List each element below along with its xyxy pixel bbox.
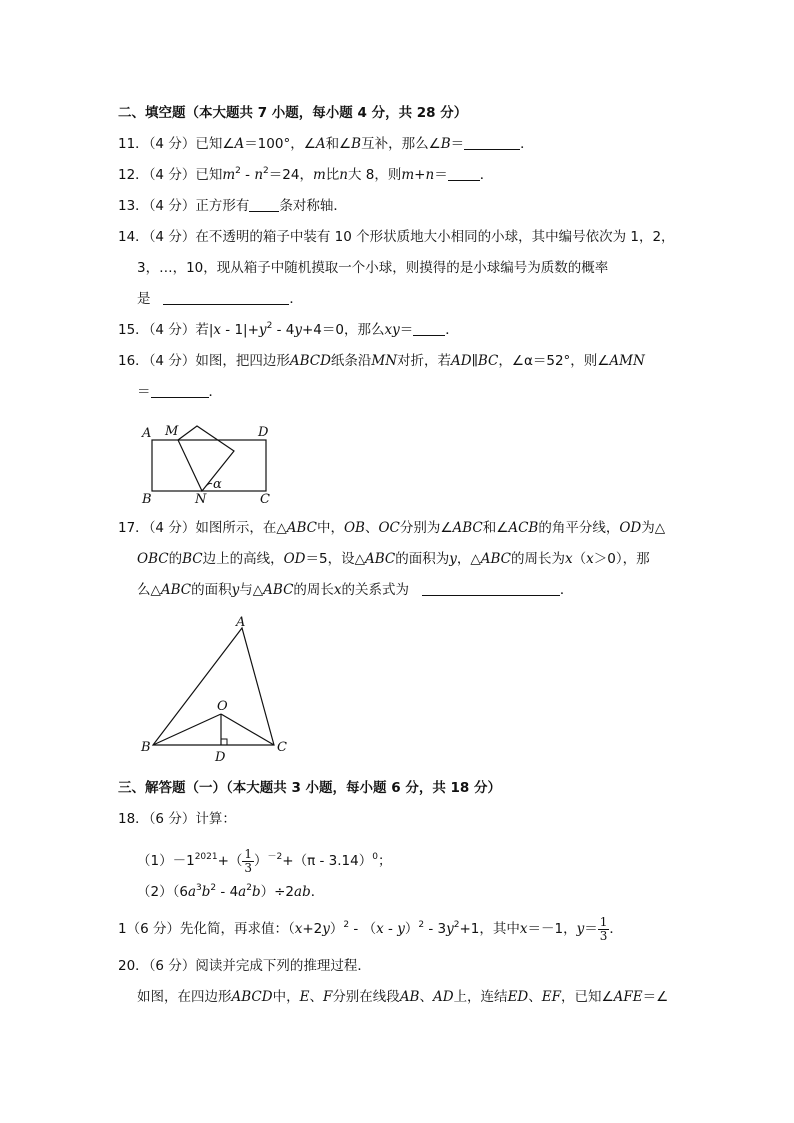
folded-flap [178, 426, 234, 491]
question-20: 20．（6 分）阅读并完成下列的推理过程． [118, 958, 371, 974]
triangle-abc [153, 628, 274, 745]
question-16-line-1: 16．（4 分）如图，把四边形ABCD纸条沿MN对折，若AD∥BC，∠α＝52°，则∠AMN [118, 353, 645, 369]
question-17-line-3: 么△ABC的面积y与△ABC的周长x的关系式为 ． [137, 582, 574, 598]
question-11: 11．（4 分）已知∠A＝100°，∠A和∠B互补，那么∠B＝ ． [118, 136, 534, 152]
answer-blank[interactable] [151, 382, 209, 398]
label-N: N [195, 492, 207, 507]
question-16-line-2: ＝ ． [137, 384, 222, 400]
fraction-one-third: $\frac{1}{3}$ [244, 846, 253, 875]
question-15: 15．（4 分）若$|x - 1|+y^2 - 4y+4=0$，那么xy＝ ． [118, 321, 459, 338]
label-D: D [258, 425, 269, 440]
alpha-arc [206, 483, 212, 486]
label-B: B [141, 740, 151, 755]
answer-blank[interactable] [464, 134, 520, 150]
section-3-heading: 三、解答题（一）（本大题共 3 小题，每小题 6 分，共 18 分） [118, 780, 502, 796]
figure-17 [138, 612, 298, 770]
question-14-line-1: 14．（4 分）在不透明的箱子中装有 10 个形状质地大小相同的小球，其中编号依次为 1，2， [118, 229, 675, 245]
question-12: 12．（4 分）已知$m^2 - n^2=24$，m比n大 8，则m+n＝ ． [118, 166, 494, 183]
segment-oc [221, 714, 274, 745]
question-13: 13．（4 分）正方形有 条对称轴． [118, 198, 347, 214]
segment-ob [153, 714, 221, 745]
answer-blank[interactable] [422, 580, 560, 596]
answer-blank[interactable] [448, 165, 480, 181]
right-angle-mark [221, 739, 227, 745]
section-2-heading: 二、填空题（本大题共 7 小题，每小题 4 分，共 28 分） [118, 105, 468, 121]
figure-16 [140, 420, 280, 510]
question-18-part-1: $(1)-1^{2021}+$（ $\frac{1}{3}$ ）$^{-2}$+（π - 3.14）$^0$； [137, 846, 392, 875]
label-O: O [217, 699, 228, 714]
label-A: A [142, 426, 152, 441]
label-alpha: α [213, 477, 222, 492]
label-A: A [236, 615, 246, 630]
label-C: C [277, 740, 287, 755]
question-14-line-3: 是 ． [137, 291, 303, 307]
answer-blank[interactable] [413, 320, 445, 336]
question-20-line-2: 如图，在四边形ABCD中，E、F分别在线段AB、AD上，连结ED、EF，已知∠AFE＝∠ [137, 989, 669, 1005]
question-18-part-2: $(2)(6a^3b^2 - 4a^2b)\div 2ab$． [137, 883, 325, 900]
fraction-one-third: $\frac{1}{3}$ [599, 914, 608, 943]
label-D: D [215, 750, 226, 765]
question-17-line-2: OBC的BC边上的高线，OD＝5，设△ABC的面积为y，△ABC的周长为x（x＞0），那 [137, 551, 650, 567]
question-19: 1（6 分）先化简，再求值：$(x+2y)^2 - (x - y)^2 - 3y^2+1$，其中x＝－1，y＝ $\frac{1}{3}$ ． [118, 914, 623, 943]
label-B: B [142, 492, 152, 507]
question-18: 18．（6 分）计算： [118, 811, 236, 827]
answer-blank[interactable] [249, 196, 279, 212]
question-17-line-1: 17．（4 分）如图所示，在△ABC中，OB、OC分别为∠ABC和∠ACB的角平分线，OD为△ [118, 520, 666, 536]
label-M: M [165, 424, 179, 439]
answer-blank[interactable] [163, 289, 289, 305]
label-C: C [260, 492, 270, 507]
question-14-line-2: 3，…，10，现从箱子中随机摸取一个小球，则摸得的是小球编号为质数的概率 [137, 260, 609, 276]
